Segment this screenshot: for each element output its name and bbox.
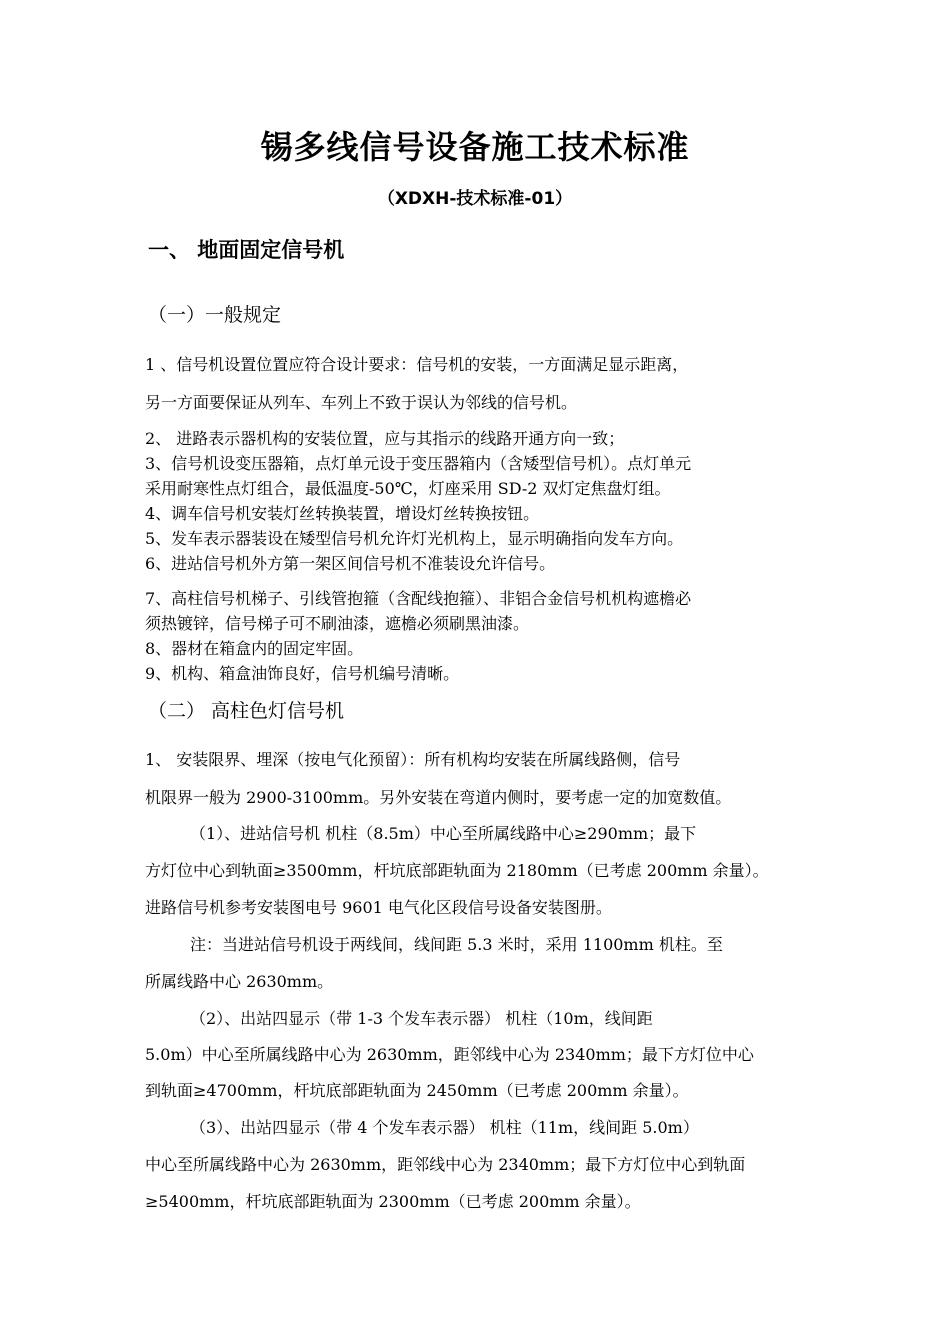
paragraph-line: 5.0m）中心至所属线路中心为 2630mm，距邻线中心为 2340mm；最下方灯位中心 xyxy=(145,1045,754,1064)
paragraph-line: 9、机构、箱盒油饰良好，信号机编号清晰。 xyxy=(145,664,460,683)
paragraph-line: 采用耐寒性点灯组合，最低温度-50℃，灯座采用 SD-2 双灯定焦盘灯组。 xyxy=(145,479,671,498)
paragraph-line: 方灯位中心到轨面≥3500mm，杆坑底部距轨面为 2180mm（已考虑 200mm 余量）。 xyxy=(145,861,769,880)
paragraph-line: 另一方面要保证从列车、车列上不致于误认为邻线的信号机。 xyxy=(145,393,578,412)
paragraph-line: ≥5400mm，杆坑底部距轨面为 2300mm（已考虑 200mm 余量）。 xyxy=(145,1192,641,1211)
paragraph-line: 所属线路中心 2630mm。 xyxy=(145,972,334,991)
paragraph-line: 7、高柱信号机梯子、引线管抱箍（含配线抱箍）、非铝合金信号机机构遮檐必 xyxy=(145,589,692,608)
paragraph-line: 注：当进站信号机设于两线间，线间距 5.3 米时，采用 1100mm 机柱。至 xyxy=(190,935,723,954)
paragraph-line: 1、 安装限界、埋深（按电气化预留）：所有机构均安装在所属线路侧，信号 xyxy=(145,750,681,769)
paragraph-line: 8、器材在箱盒内的固定牢固。 xyxy=(145,639,364,658)
paragraph-line: 中心至所属线路中心为 2630mm，距邻线中心为 2340mm；最下方灯位中心到轨面 xyxy=(145,1155,746,1174)
paragraph-line: 1 、信号机设置位置应符合设计要求：信号机的安装，一方面满足显示距离， xyxy=(145,355,689,374)
paragraph-line: 进路信号机参考安装图电号 9601 电气化区段信号设备安装图册。 xyxy=(145,898,612,917)
paragraph-line: 须热镀锌，信号梯子可不刷油漆，遮檐必须刷黑油漆。 xyxy=(145,614,530,633)
section-heading-ground-signal: 一、 地面固定信号机 xyxy=(148,238,345,262)
paragraph-line: 2、 进路表示器机构的安装位置，应与其指示的线路开通方向一致； xyxy=(145,429,625,448)
paragraph-line: 到轨面≥4700mm，杆坑底部距轨面为 2450mm（已考虑 200mm 余量）。 xyxy=(145,1081,689,1100)
paragraph-line: 6、进站信号机外方第一架区间信号机不准装设允许信号。 xyxy=(145,554,556,573)
document-subtitle: （XDXH-技术标准-01） xyxy=(377,189,573,209)
paragraph-line: 3、信号机设变压器箱，点灯单元设于变压器箱内（含矮型信号机）。点灯单元 xyxy=(145,454,692,473)
subsection-heading-general: （一）一般规定 xyxy=(148,304,282,326)
paragraph-line: （2）、出站四显示（带 1-3 个发车表示器） 机柱（10m，线间距 xyxy=(190,1009,653,1028)
paragraph-line: 5、发车表示器装设在矮型信号机允许灯光机构上，显示明确指向发车方向。 xyxy=(145,529,684,548)
paragraph-line: （3）、出站四显示（带 4 个发车表示器） 机柱（11m，线间距 5.0m） xyxy=(190,1118,699,1137)
paragraph-line: （1）、进站信号机 机柱（8.5m）中心至所属线路中心≥290mm；最下 xyxy=(190,824,697,843)
paragraph-line: 机限界一般为 2900-3100mm。另外安装在弯道内侧时，要考虑一定的加宽数值。 xyxy=(145,788,732,807)
document-title: 锡多线信号设备施工技术标准 xyxy=(260,128,690,166)
paragraph-line: 4、调车信号机安装灯丝转换装置，增设灯丝转换按钮。 xyxy=(145,504,540,523)
subsection-heading-high-post-signal: （二） 高柱色灯信号机 xyxy=(148,700,345,722)
